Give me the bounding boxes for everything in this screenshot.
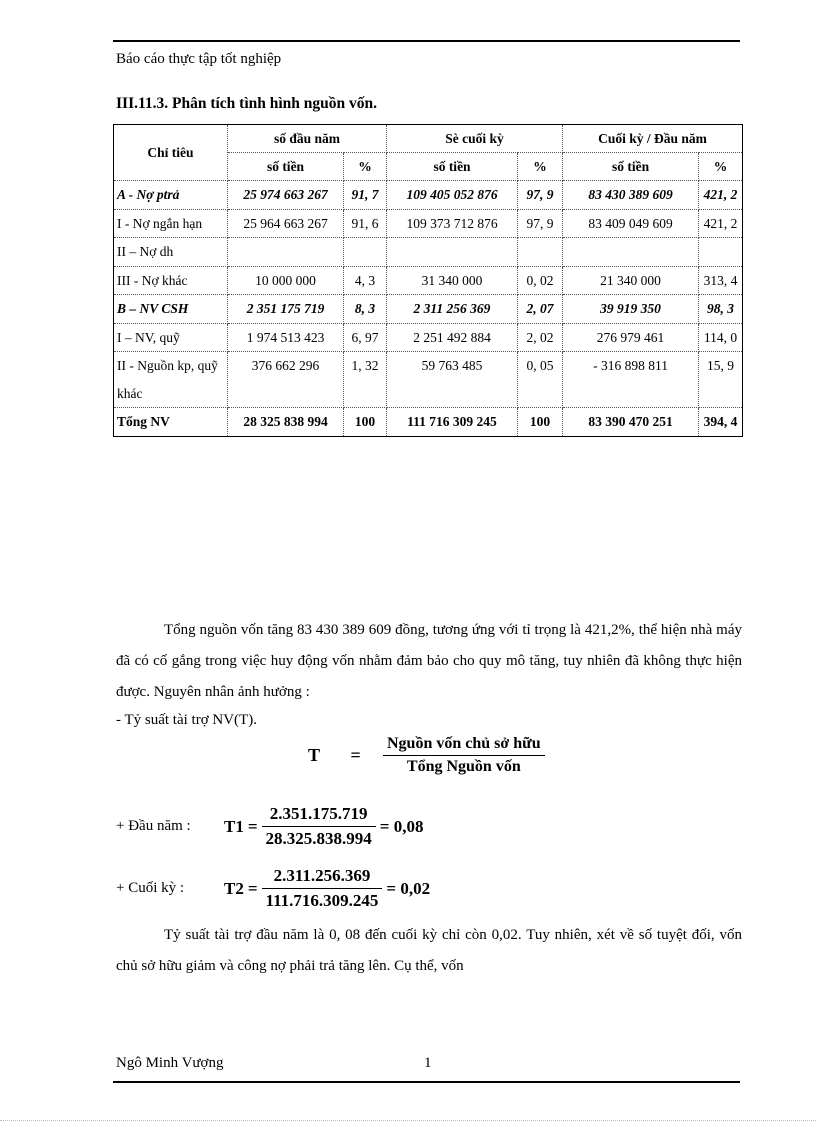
cell-pct: 421, 2 xyxy=(699,209,743,238)
formula-t1-fraction xyxy=(262,804,376,849)
formula-numerator: Nguồn vốn chủ sở hữu xyxy=(383,735,545,756)
cell-pct: 91, 6 xyxy=(344,209,387,238)
col-group-start: số đầu năm xyxy=(228,125,387,153)
cell-value: 83 409 049 609 xyxy=(563,209,699,238)
page-edge xyxy=(0,1120,816,1121)
cell-pct: 100 xyxy=(518,408,563,437)
cell-pct: 2, 07 xyxy=(518,295,563,324)
table-row xyxy=(114,266,743,295)
formula-t2-result: = 0,02 xyxy=(386,878,431,898)
cell-pct: 421, 2 xyxy=(699,181,743,210)
formula-t2-lhs: T2 xyxy=(224,878,244,898)
cell-value: 39 919 350 xyxy=(563,295,699,324)
paragraph-conclusion: Tỷ suất tài trợ đầu năm là 0, 08 đến cuối kỳ chỉ còn 0,02. Tuy nhiên, xét về số tuyệt đối, vốn chủ sở hữu giảm và công nợ phải trả tăng lên. Cụ thể, vốn xyxy=(116,927,742,974)
sub-amount: số tiền xyxy=(563,153,699,181)
formula-lhs: T xyxy=(308,745,321,765)
cell-value: 10 000 000 xyxy=(228,266,344,295)
cell-pct: 98, 3 xyxy=(699,295,743,324)
cell-value: 111 716 309 245 xyxy=(387,408,518,437)
cell-pct: 91, 7 xyxy=(344,181,387,210)
col-group-ratio: Cuối kỳ / Đầu năm xyxy=(563,125,743,153)
table-row xyxy=(114,238,743,267)
cell-value: 21 340 000 xyxy=(563,266,699,295)
formula-t1-lhs: T1 xyxy=(224,816,244,836)
cell-pct xyxy=(518,238,563,267)
cell-value: 109 405 052 876 xyxy=(387,181,518,210)
cell-value: 59 763 485 xyxy=(387,352,518,408)
formula-t2-denominator: 111.716.309.245 xyxy=(265,891,379,910)
formula-main xyxy=(308,735,545,776)
cell-value: 109 373 712 876 xyxy=(387,209,518,238)
sub-amount: số tiền xyxy=(228,153,344,181)
table-row xyxy=(114,323,743,352)
formula-t1-result: = 0,08 xyxy=(379,816,424,836)
cell-pct: 4, 3 xyxy=(344,266,387,295)
cell-pct: 114, 0 xyxy=(699,323,743,352)
formula-fraction xyxy=(383,735,545,776)
cell-pct: 8, 3 xyxy=(344,295,387,324)
table-row xyxy=(114,295,743,324)
section-title: III.11.3. Phân tích tình hình nguồn vốn. xyxy=(116,95,378,112)
row-label: B – NV CSH xyxy=(114,295,228,324)
formula-t2: + Cuối kỳ : T2 = $\frac{2.311.256.369}{111.716.309.245}$ = 0,02 xyxy=(116,866,431,910)
cell-pct: 15, 9 xyxy=(699,352,743,408)
cell-pct xyxy=(344,238,387,267)
header-rule xyxy=(113,40,740,42)
col-indicator-header: Chỉ tiêu xyxy=(114,125,228,181)
cell-value xyxy=(387,238,518,267)
cell-value: 2 251 492 884 xyxy=(387,323,518,352)
cell-pct xyxy=(699,238,743,267)
table-row xyxy=(114,181,743,210)
cell-pct: 97, 9 xyxy=(518,181,563,210)
table-row xyxy=(114,209,743,238)
cell-value: 31 340 000 xyxy=(387,266,518,295)
cell-value xyxy=(228,238,344,267)
cell-value: 2 351 175 719 xyxy=(228,295,344,324)
formula-t2-fraction xyxy=(262,866,383,911)
row-label: Tổng NV xyxy=(114,408,228,437)
formula-t1-prefix: + Đầu năm : xyxy=(116,818,191,834)
cell-pct: 313, 4 xyxy=(699,266,743,295)
cell-pct: 1, 32 xyxy=(344,352,387,408)
cell-value: 1 974 513 423 xyxy=(228,323,344,352)
cell-value xyxy=(563,238,699,267)
table-row-total xyxy=(114,408,743,437)
cell-pct: 97, 9 xyxy=(518,209,563,238)
formula-t2-numerator: 2.311.256.369 xyxy=(262,866,383,889)
sub-pct: % xyxy=(518,153,563,181)
formula-t1-denominator: 28.325.838.994 xyxy=(265,829,372,848)
cell-value: - 316 898 811 xyxy=(563,352,699,408)
sub-amount: số tiền xyxy=(387,153,518,181)
row-label: I - Nợ ngắn hạn xyxy=(114,209,228,238)
cell-pct: 0, 05 xyxy=(518,352,563,408)
paragraph-analysis: Tổng nguồn vốn tăng 83 430 389 609 đồng, tương ứng với tỉ trọng là 421,2%, thể hiện nhà máy đã có cố gắng trong việc huy động vốn nhằm đảm bảo cho quy mô tăng, tuy nhiên đã không thực hiện được. Nguyên nhân ảnh hưởng : xyxy=(116,622,742,700)
formula-t1-numerator: 2.351.175.719 xyxy=(262,804,376,827)
sub-pct: % xyxy=(699,153,743,181)
capital-table xyxy=(113,124,743,437)
cell-pct: 394, 4 xyxy=(699,408,743,437)
row-label: II – Nợ dh xyxy=(114,238,228,267)
cell-pct: 6, 97 xyxy=(344,323,387,352)
formula-denominator: Tổng Nguồn vốn xyxy=(406,758,521,775)
row-label: III - Nợ khác xyxy=(114,266,228,295)
footer-rule xyxy=(113,1081,740,1083)
cell-value: 25 964 663 267 xyxy=(228,209,344,238)
row-label: I – NV, quỹ xyxy=(114,323,228,352)
page-number: 1 xyxy=(424,1055,432,1071)
document-header: Báo cáo thực tập tốt nghiệp xyxy=(116,51,282,67)
formula-eq: = xyxy=(350,745,361,765)
cell-value: 25 974 663 267 xyxy=(228,181,344,210)
cell-value: 276 979 461 xyxy=(563,323,699,352)
cell-value: 376 662 296 xyxy=(228,352,344,408)
bullet-ratio: - Tỷ suất tài trợ NV(T). xyxy=(116,712,257,728)
sub-pct: % xyxy=(344,153,387,181)
cell-value: 2 311 256 369 xyxy=(387,295,518,324)
col-group-end: Sè cuối kỳ xyxy=(387,125,563,153)
cell-pct: 2, 02 xyxy=(518,323,563,352)
cell-pct: 0, 02 xyxy=(518,266,563,295)
cell-pct: 100 xyxy=(344,408,387,437)
cell-value: 83 390 470 251 xyxy=(563,408,699,437)
row-label: A - Nợ ptrả xyxy=(114,181,228,210)
row-label: II - Nguồn kp, quỹ khác xyxy=(114,352,228,408)
table-header-row xyxy=(114,125,743,153)
cell-value: 83 430 389 609 xyxy=(563,181,699,210)
formula-t2-prefix: + Cuối kỳ : xyxy=(116,880,185,896)
footer-author: Ngô Minh Vượng xyxy=(116,1055,224,1071)
formula-t1: + Đầu năm : T1 = $\frac{2.351.175.719}{28.325.838.994}$ = 0,08 xyxy=(116,804,424,848)
table-row xyxy=(114,352,743,408)
cell-value: 28 325 838 994 xyxy=(228,408,344,437)
